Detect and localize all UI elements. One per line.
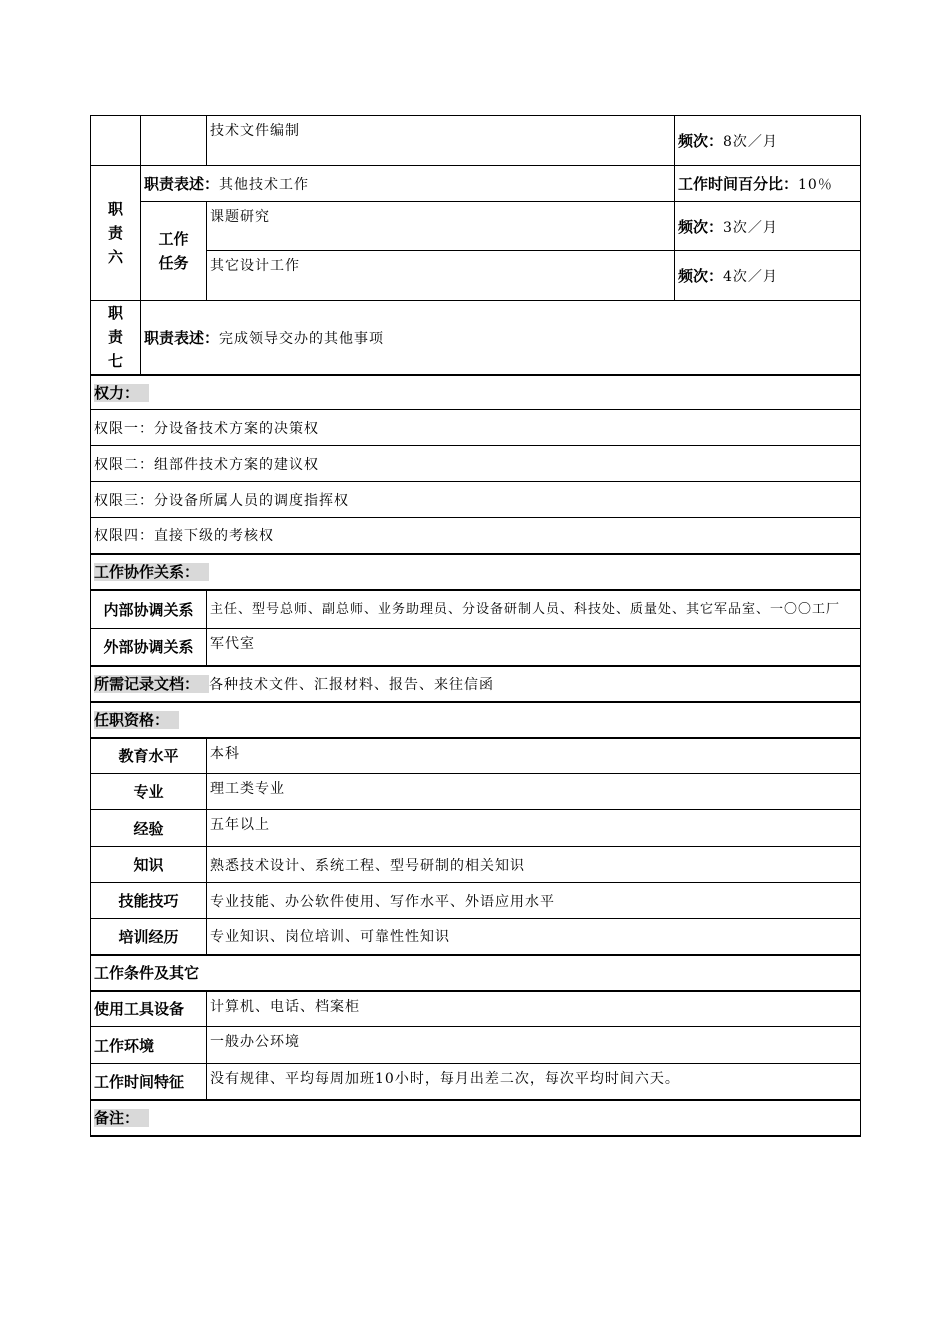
qualification-label: 经验 xyxy=(91,810,207,847)
qualification-label: 专业 xyxy=(91,774,207,810)
duty-continued-row xyxy=(91,116,861,166)
task-frequency: 频次：3次／月 xyxy=(675,202,861,251)
desc-label: 职责表述： xyxy=(144,175,220,193)
task-frequency: 频次：4次／月 xyxy=(675,251,861,301)
qualification-row xyxy=(91,774,861,810)
qualification-label: 技能技巧 xyxy=(91,883,207,919)
qualification-label: 知识 xyxy=(91,847,207,883)
duty7-row xyxy=(91,301,861,375)
qualification-row xyxy=(91,919,861,955)
qualification-label: 培训经历 xyxy=(91,919,207,955)
conditions-row xyxy=(91,1027,861,1064)
authority-item: 权限三：分设备所属人员的调度指挥权 xyxy=(91,482,861,518)
empty-cell xyxy=(141,116,207,166)
remarks-row xyxy=(91,1100,861,1136)
duty6-title-char: 责 xyxy=(107,224,123,242)
pct-value: 10％ xyxy=(798,177,833,193)
remarks-header: 备注： xyxy=(91,1100,861,1136)
conditions-label: 使用工具设备 xyxy=(91,991,207,1027)
duty7-description: 职责表述：完成领导交办的其他事项 xyxy=(141,301,861,375)
authority-item: 权限二：组部件技术方案的建议权 xyxy=(91,446,861,482)
internal-relations-label: 内部协调关系 xyxy=(91,590,207,629)
qualification-value: 专业技能、办公软件使用、写作水平、外语应用水平 xyxy=(207,883,861,919)
conditions-value: 计算机、电话、档案柜 xyxy=(207,991,861,1027)
job-description-table-container xyxy=(90,115,860,1137)
authority-item: 权限一：分设备技术方案的决策权 xyxy=(91,410,861,446)
duty6-description xyxy=(141,166,675,202)
conditions-label: 工作时间特征 xyxy=(91,1064,207,1100)
desc-value: 其他技术工作 xyxy=(219,177,310,193)
qualification-value: 理工类专业 xyxy=(207,774,861,810)
qualification-header: 任职资格： xyxy=(91,702,861,738)
duty6-time-percentage xyxy=(675,166,861,202)
duty6-title-char: 六 xyxy=(107,248,123,266)
internal-relations-row xyxy=(91,590,861,629)
qualification-value: 本科 xyxy=(207,738,861,774)
qualification-header-row xyxy=(91,702,861,738)
empty-cell xyxy=(91,116,141,166)
conditions-value: 一般办公环境 xyxy=(207,1027,861,1064)
task-group-label: 工作 任务 xyxy=(141,202,207,301)
duty6-task-row xyxy=(91,202,861,251)
conditions-row xyxy=(91,1064,861,1100)
conditions-row xyxy=(91,991,861,1027)
conditions-value: 没有规律、平均每周加班10小时，每月出差二次，每次平均时间六天。 xyxy=(207,1064,861,1100)
qualification-row xyxy=(91,883,861,919)
conditions-header: 工作条件及其它 xyxy=(91,955,861,991)
records-label: 所需记录文档： xyxy=(94,675,209,693)
authority-item: 权限四：直接下级的考核权 xyxy=(91,518,861,554)
qualification-row xyxy=(91,738,861,774)
qualification-row xyxy=(91,810,861,847)
freq-label: 频次： xyxy=(678,132,724,150)
internal-relations-value: 主任、型号总师、副总师、业务助理员、分设备研制人员、科技处、质量处、其它军品室、一〇〇工厂 xyxy=(207,590,861,629)
duty6-title xyxy=(91,166,141,301)
records xyxy=(91,666,861,702)
records-row xyxy=(91,666,861,702)
duty6-desc-row xyxy=(91,166,861,202)
qualification-value: 熟悉技术设计、系统工程、型号研制的相关知识 xyxy=(207,847,861,883)
authority-header-row xyxy=(91,375,861,410)
conditions-label: 工作环境 xyxy=(91,1027,207,1064)
authority-header: 权力： xyxy=(91,375,861,410)
freq-value: 8次／月 xyxy=(723,134,778,150)
task-name: 课题研究 xyxy=(207,202,675,251)
qualification-row xyxy=(91,847,861,883)
job-description-table xyxy=(90,115,861,1137)
external-relations-label: 外部协调关系 xyxy=(91,629,207,666)
conditions-header-row xyxy=(91,955,861,991)
duty6-task-row xyxy=(91,251,861,301)
relations-header-row xyxy=(91,554,861,590)
relations-header: 工作协作关系： xyxy=(91,554,861,590)
qualification-value: 专业知识、岗位培训、可靠性性知识 xyxy=(207,919,861,955)
task-name: 技术文件编制 xyxy=(207,116,675,166)
external-relations-row xyxy=(91,629,861,666)
task-name: 其它设计工作 xyxy=(207,251,675,301)
records-value: 各种技术文件、汇报材料、报告、来往信函 xyxy=(209,677,495,693)
duty7-title: 职 责 七 xyxy=(91,301,141,375)
duty6-title-char: 职 xyxy=(107,200,123,218)
external-relations-value: 军代室 xyxy=(207,629,861,666)
qualification-value: 五年以上 xyxy=(207,810,861,847)
task-frequency xyxy=(675,116,861,166)
pct-label: 工作时间百分比： xyxy=(678,175,799,193)
qualification-label: 教育水平 xyxy=(91,738,207,774)
